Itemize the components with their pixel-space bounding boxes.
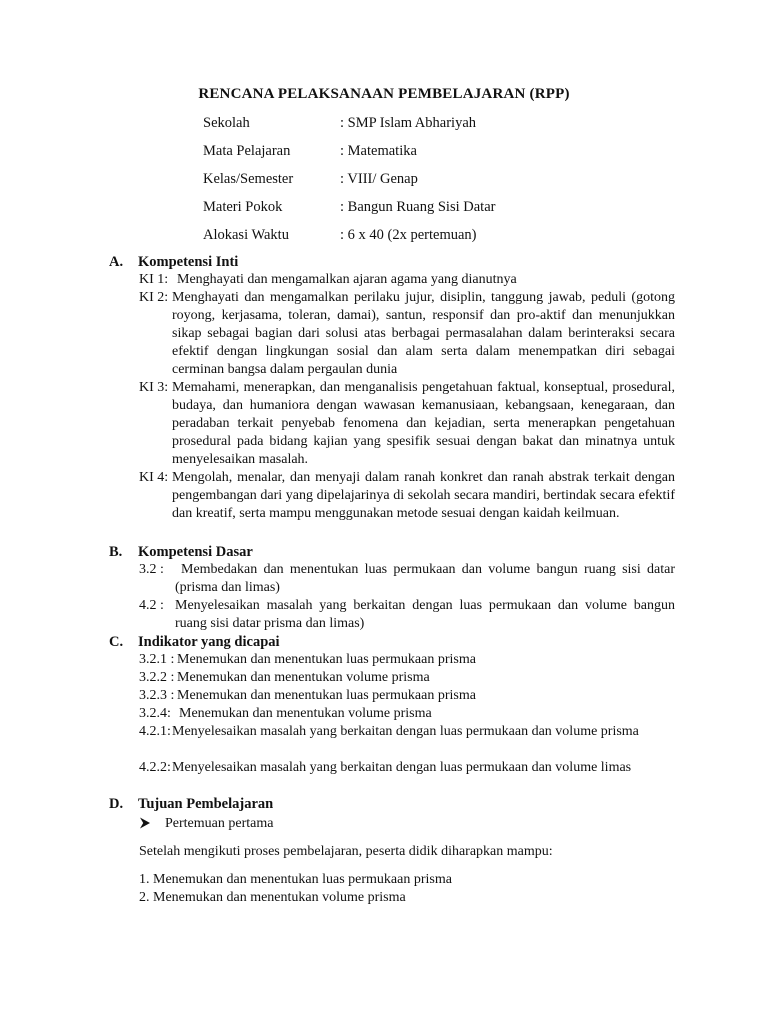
indicator-text: Menyelesaikan masalah yang berkaitan dengan luas permukaan dan volume limas (172, 760, 632, 775)
indicator-item (139, 705, 675, 723)
indicator-label: 3.2.2 : (139, 670, 175, 685)
info-value: : SMP Islam Abhariyah (340, 115, 477, 131)
objective-item: 1. Menemukan dan menentukan luas permukaan prisma (139, 872, 452, 887)
indicator-text: Menemukan dan menentukan volume prisma (177, 670, 430, 685)
ki-label: KI 1: (139, 272, 169, 287)
ki-item (139, 379, 675, 469)
kd-label: 4.2 : (139, 598, 164, 613)
section-letter: C. (109, 634, 124, 650)
indicator-item (139, 669, 675, 687)
info-value: : VIII/ Genap (340, 171, 418, 187)
ki-item (139, 289, 675, 379)
kd-item (139, 597, 675, 633)
indicator-text: Menyelesaikan masalah yang berkaitan dengan luas permukaan dan volume prisma (172, 724, 639, 739)
section-d-heading (109, 795, 273, 813)
ki-label: KI 2: (139, 290, 169, 305)
kd-text: Membedakan dan menentukan luas permukaan dan volume bangun ruang sisi datar (prisma dan limas) (175, 562, 675, 595)
indicator-item (139, 651, 675, 669)
indicator-text: Menemukan dan menentukan luas permukaan prisma (177, 688, 476, 703)
section-letter: D. (109, 796, 124, 812)
info-value: : Matematika (340, 143, 417, 159)
section-title: Kompetensi Inti (138, 254, 239, 270)
info-value: : 6 x 40 (2x pertemuan) (340, 227, 477, 243)
objective-intro: Setelah mengikuti proses pembelajaran, peserta didik diharapkan mampu: (139, 844, 553, 859)
info-label: Alokasi Waktu (203, 227, 289, 243)
indicator-text: Menemukan dan menentukan volume prisma (179, 706, 432, 721)
section-letter: A. (109, 254, 124, 270)
ki-label: KI 4: (139, 470, 169, 485)
indicator-text: Menemukan dan menentukan luas permukaan prisma (177, 652, 476, 667)
kd-label: 3.2 : (139, 562, 164, 577)
info-label: Materi Pokok (203, 199, 283, 215)
document-title: RENCANA PELAKSANAAN PEMBELAJARAN (RPP) (198, 86, 570, 102)
indicator-label: 4.2.1: (139, 724, 171, 739)
kd-item (139, 561, 675, 597)
info-label: Kelas/Semester (203, 171, 294, 187)
info-label: Sekolah (203, 115, 250, 131)
ki-item (139, 469, 675, 541)
section-letter: B. (109, 544, 123, 560)
ki-item (139, 271, 675, 289)
info-label: Mata Pelajaran (203, 143, 291, 159)
objective-item: 2. Menemukan dan menentukan volume prisma (139, 890, 406, 905)
info-value: : Bangun Ruang Sisi Datar (340, 199, 496, 215)
ki-text: Memahami, menerapkan, dan menganalisis pengetahuan faktual, konseptual, prosedural, budaya, dan humaniora dengan wawasan kemanusiaan, kebangsaan, kenegaraan, dan peradaban terkait penyebab fenomena dan kejadian, serta menerapkan pengetahuan prosedural pada bidang kajian yang spesifik sesuai dengan bakat dan minatnya untuk menyelesaikan masalah. (172, 380, 675, 467)
section-c-heading (109, 633, 280, 651)
section-title: Indikator yang dicapai (138, 634, 280, 650)
ki-text: Menghayati dan mengamalkan perilaku jujur, disiplin, tanggung jawab, peduli (gotong royong, kerjasama, toleran, damai), santun, responsif dan pro-aktif dan menunjukkan sikap sebagai bagian dari solusi atas berbagai permasalahan dalam berinteraksi secara efektif dengan lingkungan sosial dan alam serta dalam menempatkan diri sebagai cerminan bangsa dalam pergaulan dunia (172, 290, 675, 377)
kd-text: Menyelesaikan masalah yang berkaitan dengan luas permukaan dan volume bangun ruang sisi datar prisma dan limas) (175, 598, 675, 631)
indicator-item (139, 723, 675, 759)
ki-text: Mengolah, menalar, dan menyaji dalam ranah konkret dan ranah abstrak terkait dengan pengembangan dari yang dipelajarinya di sekolah secara mandiri, bertindak secara efektif dan kreatif, serta mampu menggunakan metode sesuai dengan kaidah keilmuan. (172, 470, 675, 521)
indicator-label: 3.2.4: (139, 706, 171, 721)
meeting-label: Pertemuan pertama (165, 816, 274, 831)
indicator-item (139, 687, 675, 705)
arrowhead-bullet-icon (139, 817, 151, 829)
indicator-label: 3.2.1 : (139, 652, 175, 667)
indicator-item (139, 759, 675, 795)
indicator-label: 3.2.3 : (139, 688, 175, 703)
section-title: Tujuan Pembelajaran (138, 796, 274, 812)
section-a-heading (109, 253, 238, 271)
section-b-heading (109, 543, 253, 561)
section-title: Kompetensi Dasar (138, 544, 253, 560)
indicator-label: 4.2.2: (139, 760, 171, 775)
ki-text: Menghayati dan mengamalkan ajaran agama yang dianutnya (177, 272, 517, 287)
ki-label: KI 3: (139, 380, 169, 395)
